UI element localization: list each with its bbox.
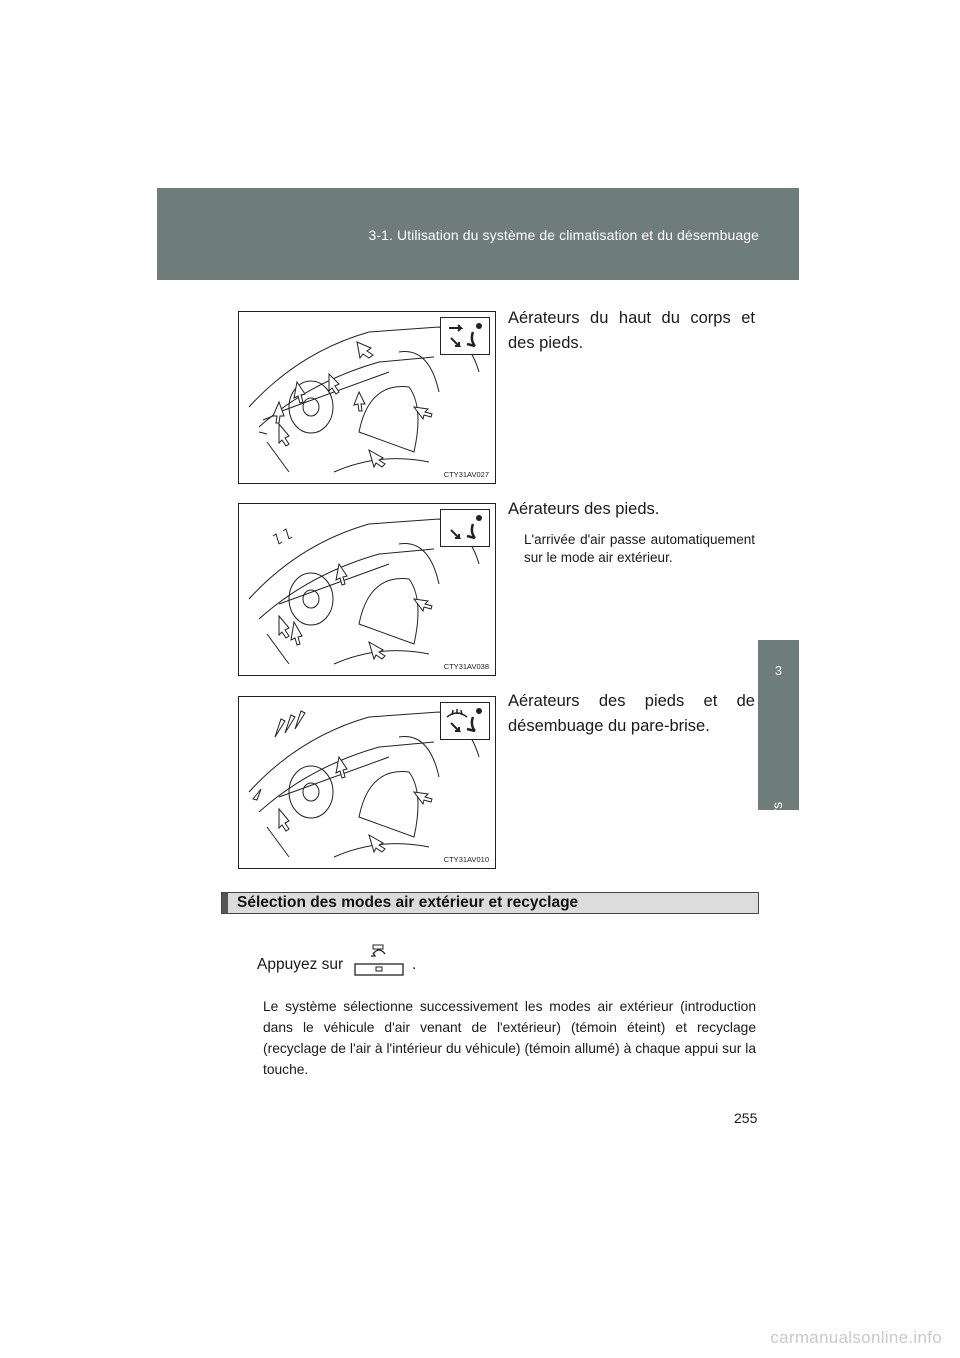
page-number: 255 [734, 1110, 758, 1126]
figure-description: Aérateurs du haut du corps et des pieds. [508, 309, 755, 352]
figure-code: CTY31AV010 [443, 855, 489, 864]
face-and-feet-vent-icon [440, 317, 490, 355]
instruction-text: Appuyez sur [257, 956, 344, 973]
feet-and-windshield-defog-icon [440, 702, 490, 740]
chapter-header [157, 188, 799, 280]
figure-note: L'arrivée d'air passe automatiquement sur le mode air extérieur. [524, 532, 755, 565]
feet-vent-icon [440, 509, 490, 547]
side-tab-label: Équipements intérieurs [769, 801, 785, 945]
figure-code: CTY31AV027 [443, 470, 489, 479]
figure-description: Aérateurs des pieds et de désembuage du pare-brise. [508, 692, 755, 735]
chapter-title: 3-1. Utilisation du système de climatisation et du désembuage [368, 227, 759, 243]
recirculation-button-icon [353, 942, 405, 978]
side-tab-number: 3 [774, 663, 783, 678]
figure-code: CTY31AV038 [443, 662, 489, 671]
instruction-period: . [412, 956, 417, 973]
section-heading [221, 892, 759, 914]
figure-description: Aérateurs des pieds. [508, 500, 660, 518]
figure-feet [238, 503, 496, 676]
figure-upper-body-feet [238, 311, 496, 484]
figure-feet-defog [238, 696, 496, 869]
section-title: Sélection des modes air extérieur et recyclage [237, 894, 579, 911]
body-paragraph: Le système sélectionne successivement les modes air extérieur (introduction dans le véhicule d'air venant de l'extérieur) (témoin éteint) et recyclage (recyclage de l'air à l'intérieur du véhicule) (témoin allumé) à chaque appui sur la touche. [263, 999, 756, 1077]
watermark: carmanualsonline.info [770, 1328, 942, 1347]
